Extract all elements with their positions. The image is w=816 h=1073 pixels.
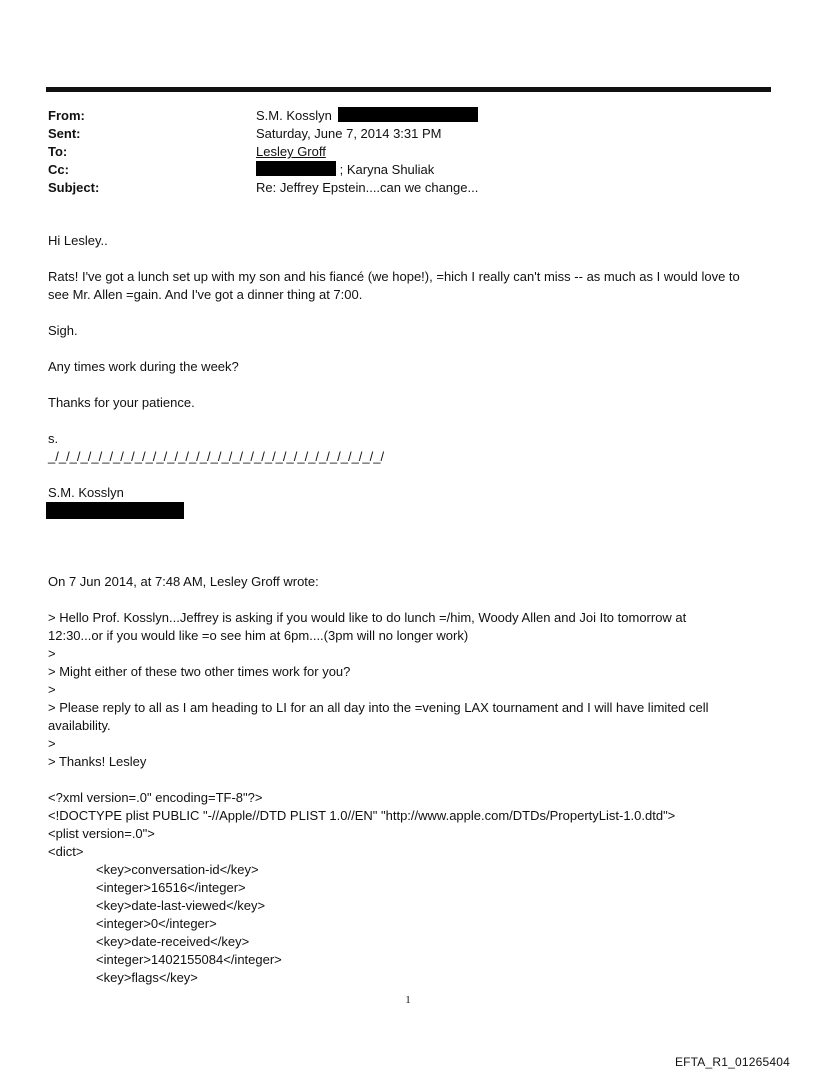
body-line: Any times work during the week? xyxy=(48,359,239,374)
header-rule xyxy=(46,87,771,92)
document-id: EFTA_R1_01265404 xyxy=(674,1055,790,1069)
quote-line: > Hello Prof. Kosslyn...Jeffrey is asking if you would like to do lunch =/him, Woody Allen and Joi Ito tomorrow at xyxy=(48,610,687,625)
plist-line: <key>date-received</key> xyxy=(96,934,250,949)
plist-line: <plist version=.0"> xyxy=(48,826,155,841)
from-value: S.M. Kosslyn xyxy=(256,108,332,123)
page-number: 1 xyxy=(405,994,411,1006)
plist-line: <integer>16516</integer> xyxy=(96,880,246,895)
plist-line: <?xml version=.0" encoding=TF-8"?> xyxy=(48,790,263,805)
plist-line: <integer>1402155084</integer> xyxy=(96,952,282,967)
plist-line: <key>date-last-viewed</key> xyxy=(96,898,266,913)
cc-value: ; Karyna Shuliak xyxy=(339,162,435,177)
email-body xyxy=(48,232,778,987)
redaction-box xyxy=(256,161,336,176)
quote-line: > xyxy=(48,682,56,697)
signature-initial: s. xyxy=(48,431,59,446)
quote-line: > Might either of these two other times work for you? xyxy=(48,664,351,679)
plist-line: <dict> xyxy=(48,844,84,859)
body-line: Sigh. xyxy=(48,323,78,338)
quote-line: availability. xyxy=(48,718,111,733)
sent-value: Saturday, June 7, 2014 3:31 PM xyxy=(256,126,442,141)
plist-line: <key>flags</key> xyxy=(96,970,198,985)
body-line: Rats! I've got a lunch set up with my son and his fiancé (we hope!), =hich I really can't miss -- as much as I would love to xyxy=(48,269,740,284)
plist-line: <integer>0</integer> xyxy=(96,916,217,931)
quote-intro: On 7 Jun 2014, at 7:48 AM, Lesley Groff wrote: xyxy=(48,574,319,589)
to-label: To: xyxy=(48,144,68,159)
from-label: From: xyxy=(48,108,85,123)
sent-label: Sent: xyxy=(48,126,81,141)
cc-label: Cc: xyxy=(48,162,69,177)
quote-line: > Please reply to all as I am heading to LI for an all day into the =vening LAX tournament and I will have limited cell xyxy=(48,700,709,715)
greeting: Hi Lesley.. xyxy=(48,233,108,248)
redaction-box xyxy=(46,502,184,519)
to-value[interactable]: Lesley Groff xyxy=(256,144,326,159)
subject-label: Subject: xyxy=(48,180,100,195)
quote-line: 12:30...or if you would like =o see him at 6pm....(3pm will no longer work) xyxy=(48,628,469,643)
quote-line: > Thanks! Lesley xyxy=(48,754,147,769)
body-line: see Mr. Allen =gain. And I've got a dinner thing at 7:00. xyxy=(48,287,363,302)
plist-line: <!DOCTYPE plist PUBLIC "-//Apple//DTD PLIST 1.0//EN" "http://www.apple.com/DTDs/PropertyList-1.0.dtd"> xyxy=(48,808,676,823)
signature-name: S.M. Kosslyn xyxy=(48,485,124,500)
quote-line: > xyxy=(48,646,56,661)
redaction-box xyxy=(338,107,478,122)
body-line: Thanks for your patience. xyxy=(48,395,195,410)
quote-line: > xyxy=(48,736,56,751)
subject-value: Re: Jeffrey Epstein....can we change... xyxy=(256,180,479,195)
plist-line: <key>conversation-id</key> xyxy=(96,862,259,877)
signature-line: _/_/_/_/_/_/_/_/_/_/_/_/_/_/_/_/_/_/_/_/_/_/_/_/_/_/_/_/_/_/_/ xyxy=(48,449,385,464)
